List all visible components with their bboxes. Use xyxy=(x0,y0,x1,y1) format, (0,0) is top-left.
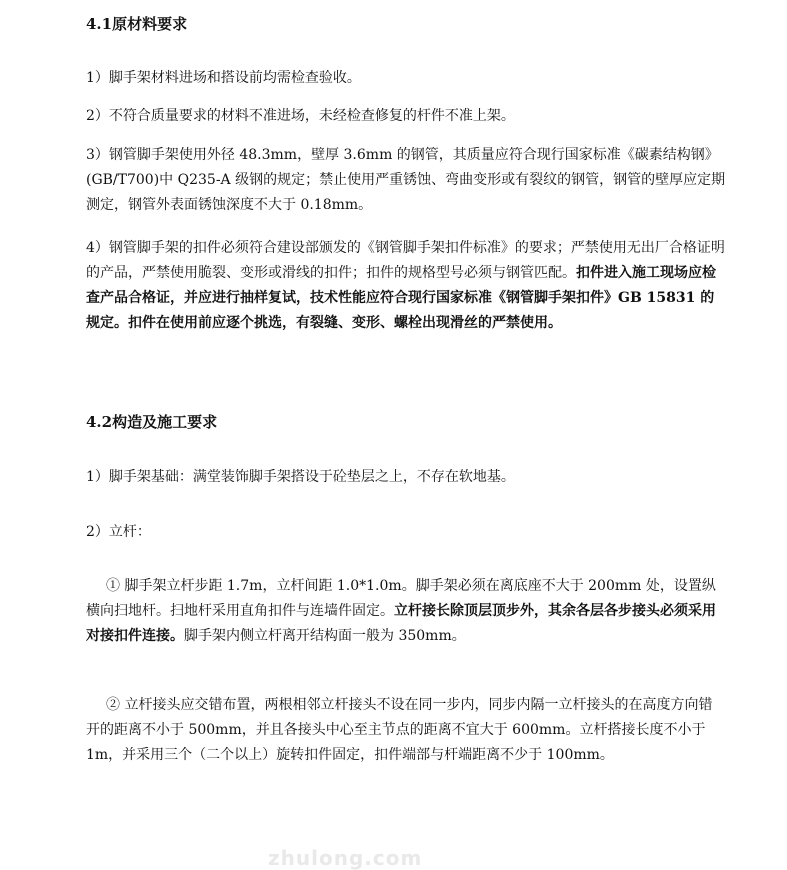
watermark: zhulong.com xyxy=(268,846,423,870)
paragraph-4-1-item-2: 2）不符合质量要求的材料不准进场，未经检查修复的杆件不准上架。 xyxy=(86,108,515,124)
paragraph-4-1-item-3: 3）钢管脚手架使用外径 48.3mm，壁厚 3.6mm 的钢管，其质量应符合现行国家标准《碳素结构钢》(GB/T700)中 Q235-A 级钢的规定；禁止使用严重锈蚀、弯曲变形或有裂纹的钢管，钢管的壁厚应定期测定，钢管外表面锈蚀深度不大于 0.18mm。 xyxy=(86,147,726,213)
rule-1-bold-text: 立杆接长除顶层顶步外，其余各层各步接头必须采用对接扣件连接。 xyxy=(86,603,716,644)
paragraph-4-1-item-1: 1）脚手架材料进场和搭设前均需检查验收。 xyxy=(86,70,361,86)
paragraph-upright-rule-1 xyxy=(86,574,726,649)
paragraph-4-1-item-4 xyxy=(86,236,726,336)
paragraph-4-2-item-2: 2）立杆： xyxy=(86,524,151,540)
paragraph-4-2-item-1: 1）脚手架基础：满堂装饰脚手架搭设于砼垫层之上，不存在软地基。 xyxy=(86,469,515,485)
section-4-1-heading: 4.1原材料要求 xyxy=(86,15,188,33)
rule-1-normal-text-a: ① 脚手架立杆步距 1.7m，立杆间距 1.0*1.0m。脚手架必须在离底座不大于 200mm 处，设置纵横向扫地杆。扫地杆采用直角扣件与连墙件固定。 xyxy=(86,578,716,619)
item-4-normal-text: 4）钢管脚手架的扣件必须符合建设部颁发的《钢管脚手架扣件标准》的要求；严禁使用无出厂合格证明的产品，严禁使用脆裂、变形或滑线的扣件；扣件的规格型号必须与钢管匹配。 xyxy=(86,240,725,281)
item-4-bold-text: 扣件进入施工现场应检查产品合格证，并应进行抽样复试，技术性能应符合现行国家标准《钢管脚手架扣件》GB 15831 的规定。扣件在使用前应逐个挑选，有裂缝、变形、螺栓出现滑丝的严禁使用。 xyxy=(86,265,716,331)
paragraph-upright-rule-2: ② 立杆接头应交错布置，两根相邻立杆接头不设在同一步内，同步内隔一立杆接头的在高度方向错开的距离不小于 500mm，并且各接头中心至主节点的距离不宜大于 600mm。立杆搭接长度不小于 1m，并采用三个（二个以上）旋转扣件固定，扣件端部与杆端距离不少于 100mm。 xyxy=(86,697,713,763)
rule-1-normal-text-b: 脚手架内侧立杆离开结构面一般为 350mm。 xyxy=(184,628,466,644)
section-4-2-heading: 4.2构造及施工要求 xyxy=(86,413,218,431)
